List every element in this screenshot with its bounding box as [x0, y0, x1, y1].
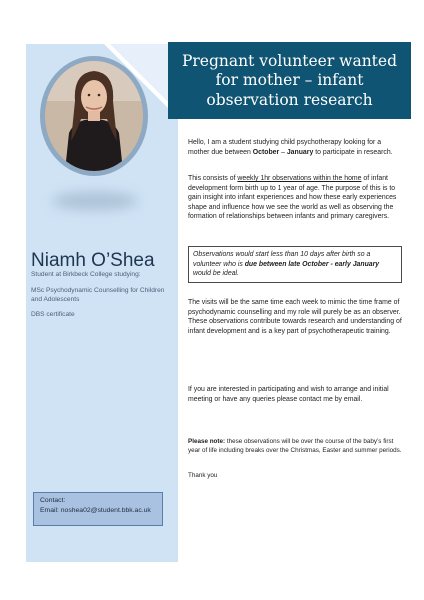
observation-note-box: Observations would start less than 10 days after birth so a volunteer who is due between late October - early January would be ideal.	[188, 246, 402, 283]
consists-paragraph: This consists of weekly 1hr observations within the home of infant development form birth up to 1 year of age. The purpose of this is to gain insight into infant experiences and how these early experiences shape and influence how we see the world as well as observing the formation of relationships between infants and primary caregivers.	[188, 175, 397, 221]
contact-label: Contact:	[40, 497, 66, 504]
page-title: Pregnant volunteer wanted for mother – infant observation research	[168, 42, 411, 119]
profile-name: Niamh O’Shea	[31, 250, 155, 271]
please-note-paragraph: Please note: these observations will be over the course of the baby’s first year of life including breaks over the Christmas, Easter and summer periods.	[188, 438, 402, 454]
contact-email[interactable]: Email: noshea02@student.bbk.ac.uk	[40, 507, 151, 515]
thank-you-text: Thank you	[188, 472, 218, 479]
photo-shadow	[52, 192, 138, 210]
visits-paragraph: The visits will be the same time each week to mimic the time frame of psychodynamic counselling and my role will purely be as an observer. These observations contribute towards research and understanding of infant development and is a key part of psychotherapeutic training.	[188, 299, 402, 335]
intro-paragraph: Hello, I am a student studying child psychotherapy looking for a mother due between October – January to participate in research.	[188, 139, 393, 156]
profile-certificate: DBS certificate	[31, 311, 75, 318]
profile-role: Student at Birkbeck College studying:	[31, 271, 141, 278]
profile-course: MSc Psychodynamic Counselling for Children and Adolescents	[31, 287, 165, 303]
contact-box	[33, 492, 163, 526]
portrait-illustration	[45, 61, 143, 171]
profile-photo	[45, 61, 143, 171]
interest-paragraph: If you are interested in participating and wish to arrange and initial meeting or have any queries please contact me by email.	[188, 386, 389, 403]
